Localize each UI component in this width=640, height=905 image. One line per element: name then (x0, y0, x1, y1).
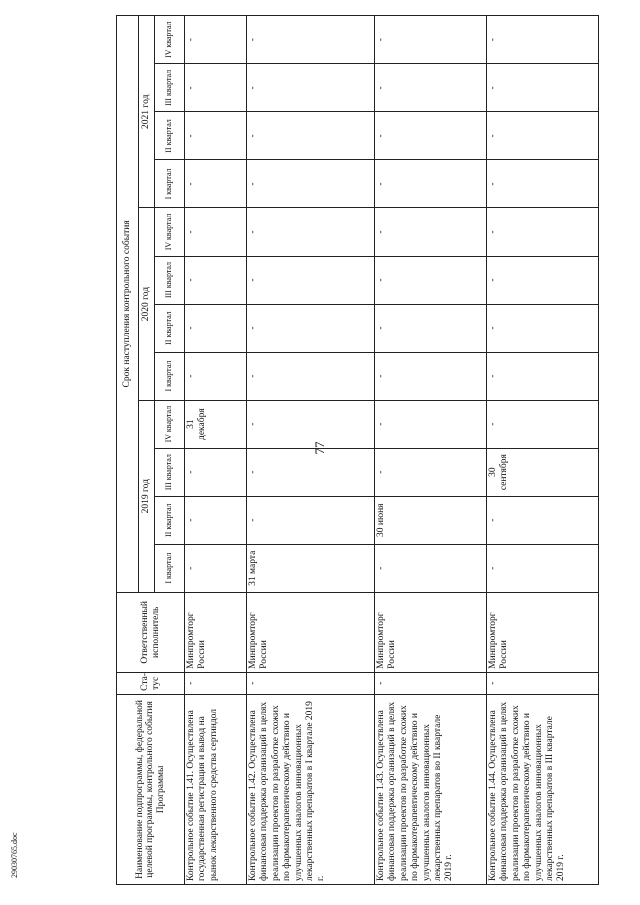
event-executor: Минпромторг России (487, 592, 599, 672)
rotated-table-stage (116, 15, 626, 885)
header-quarter: III квартал (155, 448, 185, 496)
event-status: - (247, 672, 375, 694)
event-status: - (375, 672, 487, 694)
deadline-cell: - (487, 160, 599, 208)
deadline-cell: - (247, 112, 375, 160)
event-status: - (185, 672, 247, 694)
document-id: 29030765.doc (10, 832, 19, 878)
header-deadline: Срок наступления контрольного события (117, 16, 139, 593)
deadline-cell: - (247, 16, 375, 64)
deadline-cell: - (247, 496, 375, 544)
deadline-cell: - (375, 352, 487, 400)
deadline-cell: - (185, 64, 247, 112)
table-row (247, 16, 375, 885)
deadline-cell: - (185, 544, 247, 592)
deadline-cell: - (487, 544, 599, 592)
deadline-cell: - (185, 496, 247, 544)
deadline-cell: 30 сентября (487, 448, 599, 496)
header-quarter: II квартал (155, 496, 185, 544)
header-quarter: IV квартал (155, 400, 185, 448)
deadline-cell: - (247, 400, 375, 448)
deadline-cell: - (247, 304, 375, 352)
table-row (185, 16, 247, 885)
deadline-cell: - (375, 448, 487, 496)
deadline-cell: - (185, 160, 247, 208)
deadline-cell: - (487, 352, 599, 400)
deadline-cell: - (375, 160, 487, 208)
deadline-cell: - (185, 256, 247, 304)
deadline-cell: - (247, 208, 375, 256)
deadline-cell: - (487, 16, 599, 64)
deadline-cell: - (185, 304, 247, 352)
header-quarter: I квартал (155, 544, 185, 592)
header-quarter: I квартал (155, 352, 185, 400)
deadline-cell: - (375, 208, 487, 256)
deadline-cell: - (247, 256, 375, 304)
deadline-cell: - (185, 352, 247, 400)
deadline-cell: - (375, 544, 487, 592)
page-number: 77 (312, 441, 327, 455)
table-row (487, 16, 599, 885)
header-quarter: IV квартал (155, 16, 185, 64)
event-name: Контрольное событие 1.43. Осуществлена финансовая поддержка организаций в целях реализации проектов по разработке схожих по фармакотерапевтическому действию и улучшенных аналогов инновационных лекарственных препаратов во II квартале 2019 г. (375, 694, 487, 884)
event-name: Контрольное событие 1.41. Осуществлена государственная регистрация и вывод на рынок лекарственного средства сертиндол (185, 694, 247, 884)
deadline-cell: - (487, 304, 599, 352)
header-quarter: III квартал (155, 256, 185, 304)
header-year-2020: 2020 год (139, 208, 155, 400)
header-status: Ста-тус (117, 672, 185, 694)
deadline-cell: - (375, 16, 487, 64)
deadline-cell: - (487, 400, 599, 448)
deadline-cell: - (247, 352, 375, 400)
header-quarter: II квартал (155, 112, 185, 160)
deadline-cell: - (375, 64, 487, 112)
event-executor: Минпромторг России (185, 592, 247, 672)
deadline-cell: - (247, 160, 375, 208)
deadline-cell: - (375, 400, 487, 448)
deadline-cell: 30 июня (375, 496, 487, 544)
event-executor: Минпромторг России (247, 592, 375, 672)
deadline-cell: - (185, 448, 247, 496)
deadline-cell: 31 марта (247, 544, 375, 592)
header-executor: Ответственный исполнитель (117, 592, 185, 672)
event-status: - (487, 672, 599, 694)
deadline-cell: - (487, 256, 599, 304)
deadline-cell: - (487, 208, 599, 256)
header-year-2019: 2019 год (139, 400, 155, 592)
deadline-cell: - (185, 208, 247, 256)
header-name: Наименование подпрограммы, федеральной целевой программы, контрольного события Программы (117, 694, 185, 884)
header-quarter: III квартал (155, 64, 185, 112)
table-row (375, 16, 487, 885)
deadline-cell: - (375, 304, 487, 352)
deadline-cell: 31 декабря (185, 400, 247, 448)
header-quarter: IV квартал (155, 208, 185, 256)
deadline-cell: - (375, 256, 487, 304)
header-quarter: II квартал (155, 304, 185, 352)
deadline-cell: - (375, 112, 487, 160)
event-name: Контрольное событие 1.42. Осуществлена финансовая поддержка организаций в целях реализации проектов по разработке схожих по фармакотерапевтическому действию и улучшенных аналогов инновационных лекарственных препаратов в I квартале 2019 г. (247, 694, 375, 884)
event-executor: Минпромторг России (375, 592, 487, 672)
deadline-cell: - (487, 64, 599, 112)
event-name: Контрольное событие 1.44. Осуществлена финансовая поддержка организаций в целях реализации проектов по разработке схожих по фармакотерапевтическому действию и улучшенных аналогов инновационных лекарственных препаратов в III квартале 2019 г. (487, 694, 599, 884)
deadline-cell: - (185, 112, 247, 160)
deadline-cell: - (247, 64, 375, 112)
header-year-2021: 2021 год (139, 16, 155, 209)
deadline-cell: - (185, 16, 247, 64)
control-events-table (116, 15, 599, 885)
deadline-cell: - (487, 112, 599, 160)
header-quarter: I квартал (155, 160, 185, 208)
deadline-cell: - (487, 496, 599, 544)
deadline-cell: - (247, 448, 375, 496)
